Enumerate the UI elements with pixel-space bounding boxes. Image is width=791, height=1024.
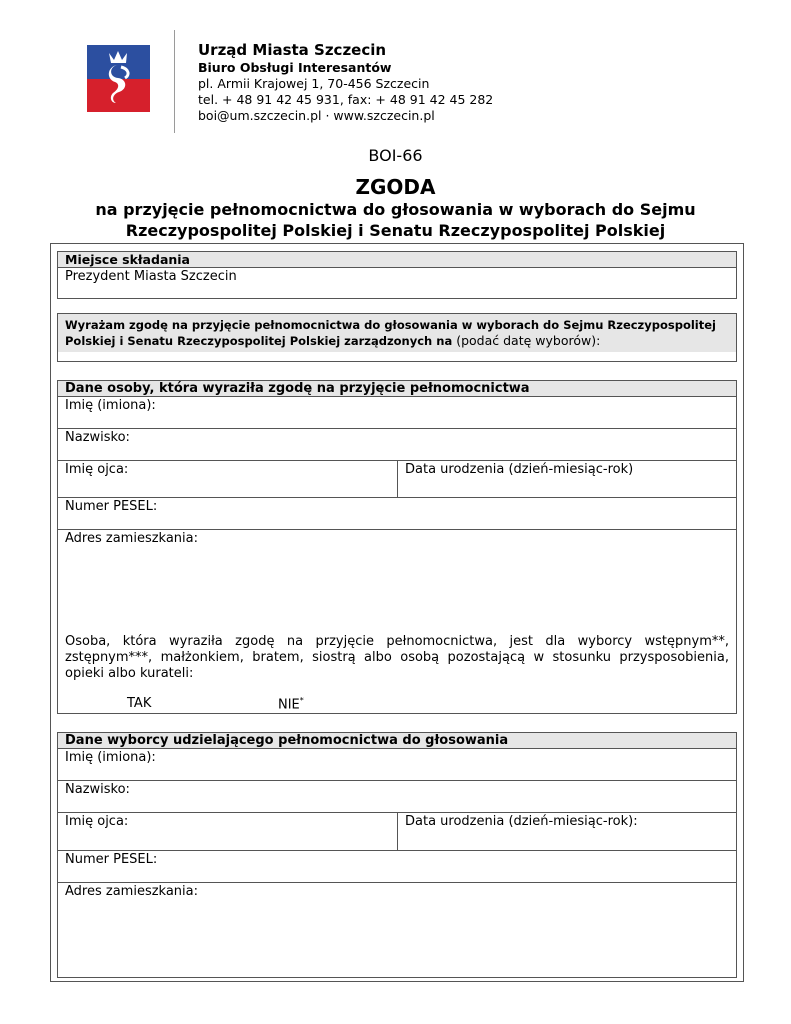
footnote-mark: * (299, 696, 304, 705)
form-subtitle: na przyjęcie pełnomocnictwa do głosowania w wyborach do Sejmu Rzeczypospolitej Polskiej i Senatu Rzeczypospolitej Polskiej (95, 200, 696, 240)
proxy-pesel-field[interactable] (58, 498, 736, 530)
place-label: Miejsce składania (58, 252, 736, 268)
voter-father-name-label: Imię ojca: (65, 814, 129, 829)
consent-statement (58, 314, 736, 352)
proxy-first-names-label: Imię (imiona): (65, 398, 156, 413)
voter-first-names-field[interactable] (58, 749, 736, 781)
office-phone: tel. + 48 91 42 45 931, fax: + 48 91 42 45 282 (198, 92, 494, 107)
office-name: Urząd Miasta Szczecin (198, 41, 387, 59)
proxy-pesel-label: Numer PESEL: (65, 499, 158, 514)
proxy-relation-text: Osoba, która wyraziła zgodę na przyjęcie pełnomocnictwa, jest dla wyborcy wstępnym**, zstępnym***, małżonkiem, bratem, siostrą albo osobą pozostającą w stosunku przysposobienia, opieki albo kurateli: (65, 634, 729, 681)
header-divider (174, 30, 175, 133)
office-info (198, 40, 493, 124)
office-address: pl. Armii Krajowej 1, 70-456 Szczecin (198, 76, 430, 91)
proxy-address-label: Adres zamieszkania: (65, 531, 199, 546)
voter-header: Dane wyborcy udzielającego pełnomocnictwa do głosowania (58, 733, 736, 749)
proxy-first-names-field[interactable] (58, 397, 736, 429)
voter-father-name-field[interactable] (58, 813, 397, 850)
proxy-birth-date-field[interactable] (397, 461, 736, 497)
relation-yes-option[interactable] (127, 696, 151, 711)
place-value: Prezydent Miasta Szczecin (65, 269, 237, 284)
consent-date-note: (podać datę wyborów): (456, 333, 601, 348)
relation-no-option[interactable] (278, 696, 304, 712)
proxy-surname-label: Nazwisko: (65, 430, 130, 445)
proxy-header: Dane osoby, która wyraziła zgodę na przyjęcie pełnomocnictwa (58, 381, 736, 397)
form-code: BOI-66 (368, 146, 423, 165)
voter-surname-field[interactable] (58, 781, 736, 813)
proxy-address-field[interactable] (58, 530, 736, 630)
szczecin-logo (87, 45, 150, 112)
proxy-birth-date-label: Data urodzenia (dzień-miesiąc-rok) (405, 462, 634, 477)
office-department: Biuro Obsługi Interesantów (198, 60, 392, 75)
consent-section (57, 313, 737, 362)
voter-address-label: Adres zamieszkania: (65, 884, 199, 899)
voter-address-field[interactable] (58, 883, 736, 977)
relation-no-label: NIE (278, 697, 300, 713)
voter-birth-date-label: Data urodzenia (dzień-miesiąc-rok): (405, 814, 638, 829)
voter-birth-date-field[interactable] (397, 813, 736, 850)
voter-pesel-label: Numer PESEL: (65, 852, 158, 867)
consent-bold-text: Wyrażam zgodę na przyjęcie pełnomocnictwa do głosowania w wyborach do Sejmu Rzeczypospolitej Polskiej i Senatu Rzeczypospolitej Polskiej zarządzonych na (65, 318, 716, 348)
proxy-father-name-label: Imię ojca: (65, 462, 129, 477)
place-section (57, 251, 737, 299)
relation-yes-label: TAK (127, 696, 152, 711)
proxy-surname-field[interactable] (58, 429, 736, 461)
proxy-section (57, 380, 737, 714)
voter-first-names-label: Imię (imiona): (65, 750, 156, 765)
office-contact: boi@um.szczecin.pl · www.szczecin.pl (198, 108, 435, 123)
voter-pesel-field[interactable] (58, 851, 736, 883)
voter-father-birth-row (58, 813, 736, 851)
voter-section (57, 732, 737, 978)
proxy-father-birth-row (58, 461, 736, 498)
voter-surname-label: Nazwisko: (65, 782, 130, 797)
form-title: ZGODA (355, 175, 436, 199)
proxy-address-block (58, 530, 736, 713)
proxy-father-name-field[interactable] (58, 461, 397, 497)
